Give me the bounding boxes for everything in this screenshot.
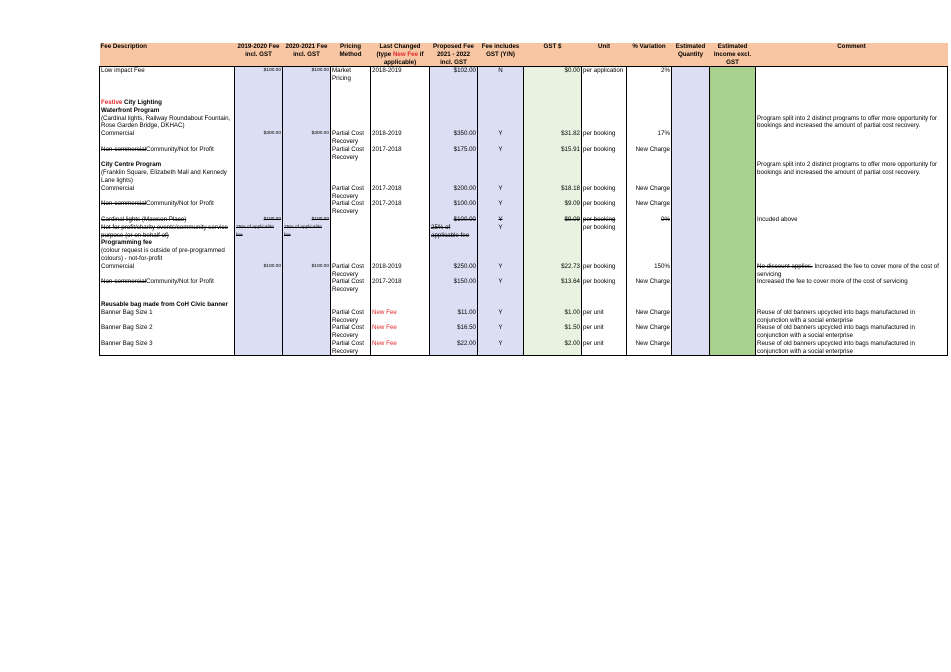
row-unit: per unit [582,340,627,356]
row-variation: New Charge [627,278,672,294]
row-gst: $2.00 [524,340,582,356]
header-2019-2020-fee: 2019-2020 Fee incl. GST [235,43,283,67]
row-last-changed: 2018-2019 [371,67,430,83]
table-row-spacer [100,83,948,99]
row-gst: $0.00 [524,67,582,83]
row-comment: Program split into 2 distinct programs to offer more opportunity for bookings and increased the amount of partial cost recovery. [756,99,948,130]
row-gst-includes: Y [478,278,524,294]
row-method: Market Pricing [331,67,371,83]
row-method: Partial Cost Recovery [331,340,371,356]
row-proposed: $100.00 [430,216,478,224]
table-row [100,200,948,216]
row-desc: Cardinal lights (Mawson Place) [100,216,235,224]
row-fee-2020: $100.00 [283,263,331,279]
section-title-reusable-bag: Reusable bag made from CoH Civic banner [100,301,235,309]
row-fee-2020: 25% of applicable fee [283,224,331,240]
row-variation: 0% [627,216,672,224]
row-comment: Reuse of old banners upcycled into bags manufactured in conjunction with a social enterprise [756,309,948,325]
row-comment: Incuded above [756,216,948,224]
row-desc: Commercial [100,130,235,146]
header-last-changed-pre: Last Changed (type [376,43,421,58]
header-pricing-method: Pricing Method [331,43,371,67]
programming-title: Programming fee [101,239,152,247]
row-gst-includes: Y [478,224,524,240]
row-unit: per booking [582,200,627,216]
row-proposed: $350.00 [430,130,478,146]
row-variation: New Charge [627,185,672,201]
table-row [100,216,948,224]
table-row-spacer [100,294,948,301]
section-title-programming [100,239,235,262]
row-desc: Not for profit/charity events/community service purpose (or on behalf of) [100,224,235,240]
row-method: Partial Cost Recovery [331,185,371,201]
city-centre-title: City Centre Program [101,161,162,169]
row-comment: Increased the fee to cover more of the cost of servicing [756,278,948,294]
row-gst-includes: Y [478,185,524,201]
row-proposed: $150.00 [430,278,478,294]
row-gst-includes: Y [478,146,524,162]
row-gst: $1.00 [524,309,582,325]
row-fee-2019: $300.00 [235,130,283,146]
row-last-changed: 2018-2019 [371,263,430,279]
row-desc-text: Community/Not for Profit [146,200,214,208]
header-unit: Unit [582,43,627,67]
row-method: Partial Cost Recovery [331,263,371,279]
row-proposed: $16.50 [430,324,478,340]
row-unit: per unit [582,324,627,340]
row-variation: New Charge [627,146,672,162]
row-fee-2020: $100.00 [283,216,331,224]
waterfront-subtitle: (Cardinal lights, Railway Roundabout Fountain, Rose Garden Bridge, DKHAC) [101,114,231,130]
row-unit: per booking [582,278,627,294]
row-desc-text: Community/Not for Profit [146,278,214,286]
table-row [100,224,948,240]
row-method: Partial Cost Recovery [331,130,371,146]
row-last-changed: 2018-2019 [371,130,430,146]
row-fee-2019: $100.00 [235,67,283,83]
row-qty [672,67,710,83]
row-last-changed: New Fee [371,309,430,325]
row-fee-2020: $100.00 [283,67,331,83]
header-gst-amount: GST $ [524,43,582,67]
row-gst-includes: Y [478,324,524,340]
row-gst: $15.91 [524,146,582,162]
header-estimated-quantity: Estimated Quantity [672,43,710,67]
row-comment [756,263,948,279]
row-unit: per booking [582,146,627,162]
row-proposed: $175.00 [430,146,478,162]
row-desc-text: Community/Not for Profit [146,145,214,153]
row-gst: $9.09 [524,200,582,216]
row-method: Partial Cost Recovery [331,200,371,216]
table-row [100,130,948,146]
row-proposed: $22.00 [430,340,478,356]
festive-word: Festive [101,98,123,106]
row-gst-includes: Y [478,130,524,146]
table-row [100,301,948,309]
row-desc: Commercial [100,185,235,201]
header-fee-description: Fee Description [100,43,235,67]
section-title-city-centre [100,161,235,184]
row-unit: per unit [582,309,627,325]
row-desc [100,200,235,216]
header-comment: Comment [756,43,948,67]
row-gst-includes: Y [478,216,524,224]
header-estimated-income: Estimated Income excl. GST [710,43,756,67]
fees-table [99,43,948,356]
row-proposed: 25% of applicable fee [430,224,478,240]
waterfront-title: Waterfront Program [101,106,160,114]
row-proposed: $11.00 [430,309,478,325]
row-variation: New Charge [627,200,672,216]
row-comment: Program split into 2 distinct programs to offer more opportunity for bookings and increased the amount of partial cost recovery. [756,161,948,184]
row-unit: per booking [582,263,627,279]
row-gst-includes: Y [478,263,524,279]
table-row [100,278,948,294]
row-gst-includes: Y [478,340,524,356]
row-last-changed: 2017-2018 [371,185,430,201]
row-gst-includes: Y [478,309,524,325]
header-last-changed-post: if applicable) [383,50,424,66]
row-method: Partial Cost Recovery [331,146,371,162]
row-variation: 150% [627,263,672,279]
row-unit: per booking [582,216,627,224]
table-row [100,263,948,279]
row-comment: Reuse of old banners upcycled into bags manufactured in conjunction with a social enterprise [756,324,948,340]
header-last-changed [371,43,430,67]
row-desc: Banner Bag Size 2 [100,324,235,340]
row-proposed: $250.00 [430,263,478,279]
table-row [100,161,948,184]
city-centre-subtitle: (Franklin Square, Elizabeth Mall and Kennedy Lane lights) [101,169,227,184]
row-gst: $13.64 [524,278,582,294]
row-comment [756,67,948,83]
header-last-changed-new-fee: New Fee [392,50,419,58]
row-unit: per booking [582,224,627,240]
row-variation: 2% [627,67,672,83]
table-row [100,324,948,340]
row-unit: per booking [582,185,627,201]
row-fee-2019: 25% of applicable fee [235,224,283,240]
row-variation: 17% [627,130,672,146]
row-proposed: $100.00 [430,200,478,216]
row-gst-includes: N [478,67,524,83]
header-2020-2021-fee: 2020-2021 Fee incl. GST [283,43,331,67]
row-desc [100,146,235,162]
row-gst: $1.50 [524,324,582,340]
row-desc [100,278,235,294]
row-desc: Commercial [100,263,235,279]
struck-text: Non-commercial [101,278,147,286]
table-row [100,309,948,325]
row-unit: per booking [582,130,627,146]
table-row [100,146,948,162]
section-title-festive [100,99,235,130]
table-row [100,185,948,201]
programming-subtitle: (colour request is outside of pre-programmed colours) - not-for-profit [101,247,225,262]
table-row [100,340,948,356]
row-fee-2019: $100.00 [235,263,283,279]
table-body [100,67,948,356]
table-row [100,239,948,262]
row-variation: New Charge [627,324,672,340]
row-variation: New Charge [627,309,672,325]
row-proposed: $102.00 [430,67,478,83]
table-row [100,67,948,83]
row-method: Partial Cost Recovery [331,324,371,340]
row-fee-2020: $300.00 [283,130,331,146]
row-method: Partial Cost Recovery [331,278,371,294]
row-income [710,67,756,83]
row-comment-text: Increased the fee to cover more of the cost of servicing [757,262,939,278]
row-fee-2019: $100.00 [235,216,283,224]
row-desc: Banner Bag Size 3 [100,340,235,356]
row-proposed: $200.00 [430,185,478,201]
table-row [100,99,948,130]
header-variation: % Variation [627,43,672,67]
row-gst: $9.09 [524,216,582,224]
header-proposed-fee: Proposed Fee 2021 - 2022 incl. GST [430,43,478,67]
row-comment: Reuse of old banners upcycled into bags manufactured in conjunction with a social enterprise [756,340,948,356]
row-last-changed: 2017-2018 [371,146,430,162]
row-method: Partial Cost Recovery [331,309,371,325]
row-desc: Banner Bag Size 1 [100,309,235,325]
table-header [100,43,948,67]
struck-comment: No discount applies. [757,262,813,270]
row-last-changed: New Fee [371,324,430,340]
row-last-changed: 2017-2018 [371,200,430,216]
row-last-changed: 2017-2018 [371,278,430,294]
row-gst: $18.18 [524,185,582,201]
row-gst: $31.82 [524,130,582,146]
struck-text: Non-commercial [101,200,147,208]
row-unit: per application [582,67,627,83]
row-last-changed: New Fee [371,340,430,356]
row-desc: Low impact Fee [100,67,235,83]
header-fee-includes-gst: Fee includes GST (Y/N) [478,43,524,67]
struck-text: Non-commercial [101,145,147,153]
row-gst: $22.73 [524,263,582,279]
row-gst-includes: Y [478,200,524,216]
festive-rest: City Lighting [122,98,162,106]
row-variation: New Charge [627,340,672,356]
